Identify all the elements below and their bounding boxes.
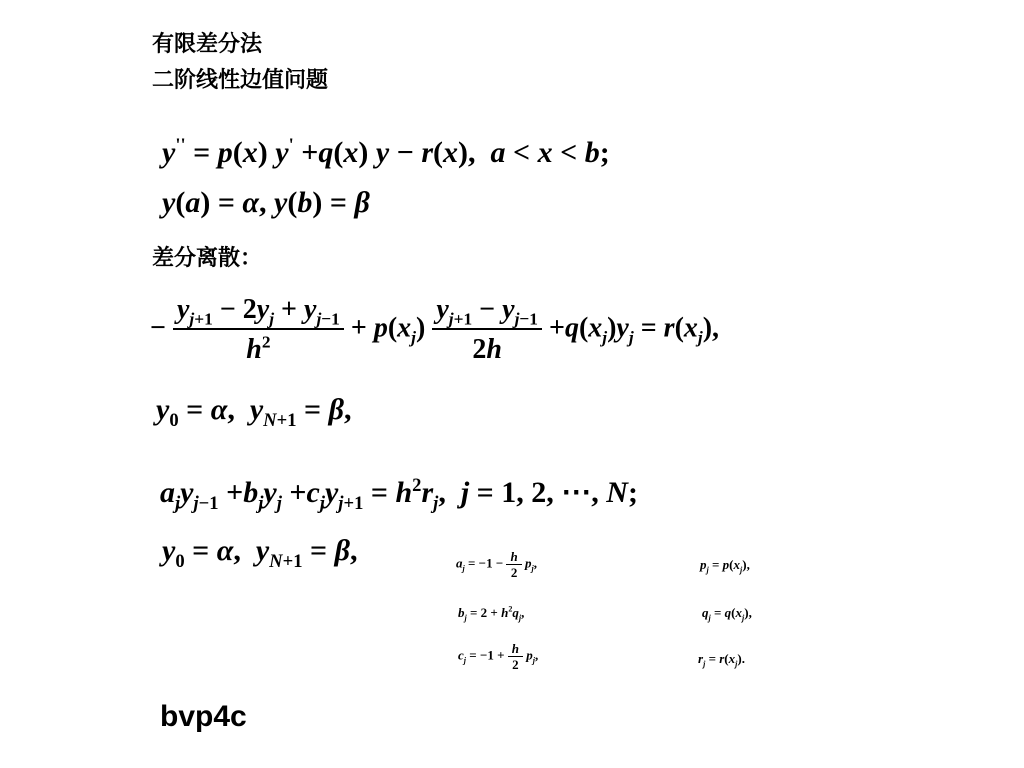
def-r: $r_j = r(x_j)$. xyxy=(698,651,745,669)
def-p: $p_j = p(x_j)$, xyxy=(700,557,750,575)
discrete-boundary-conditions: $y_0 = \alpha$, $y_{N+1} = \beta$, xyxy=(156,393,352,431)
system-boundary-conditions: $y_0 = \alpha$, $y_{N+1} = \beta$, xyxy=(162,534,358,572)
second-difference-fraction: $\frac{y_{j+1} - 2y_j + y_{j-1}}{h^2}$ xyxy=(173,296,344,364)
section-label: 差分离散： xyxy=(152,246,263,271)
footer-label: bvp4c xyxy=(160,700,247,733)
heading-line-1: 有限差分法 xyxy=(152,32,263,57)
tridiagonal-equation: $a_jy_{j-1} +b_jy_j +c_jy_{j+1} = h^2r_j$, j = 1, 2, ⋯, N; xyxy=(160,475,638,514)
heading-line-2: 二阶线性边值问题 xyxy=(152,68,329,93)
ode-equation: y'' = p(x) y' +q(x) y − r(x), a < x < b; xyxy=(162,135,610,169)
coef-c: $c_j = -1$ + $\frac{h}{2}$ $p_j$, xyxy=(458,641,539,672)
def-q: $q_j = q(x_j)$, xyxy=(702,605,752,623)
coef-a: $a_j = -1$ − $\frac{h}{2}$ $p_j$, xyxy=(456,549,537,580)
boundary-conditions: y(a) = α, y(b) = β xyxy=(162,186,370,219)
first-difference-fraction: $\frac{y_{j+1} - y_{j-1}}{2h}$ xyxy=(432,296,542,364)
difference-equation: − $\frac{y_{j+1} - 2y_j + y_{j-1}}{h^2}$ + $p(x_j)$ $\frac{y_{j+1} - y_{j-1}}{2h}$ $+q(x_j)y_j = r(x_j)$, xyxy=(150,294,720,365)
coef-b: $b_j = 2 + h^2q_j$, xyxy=(458,604,525,623)
